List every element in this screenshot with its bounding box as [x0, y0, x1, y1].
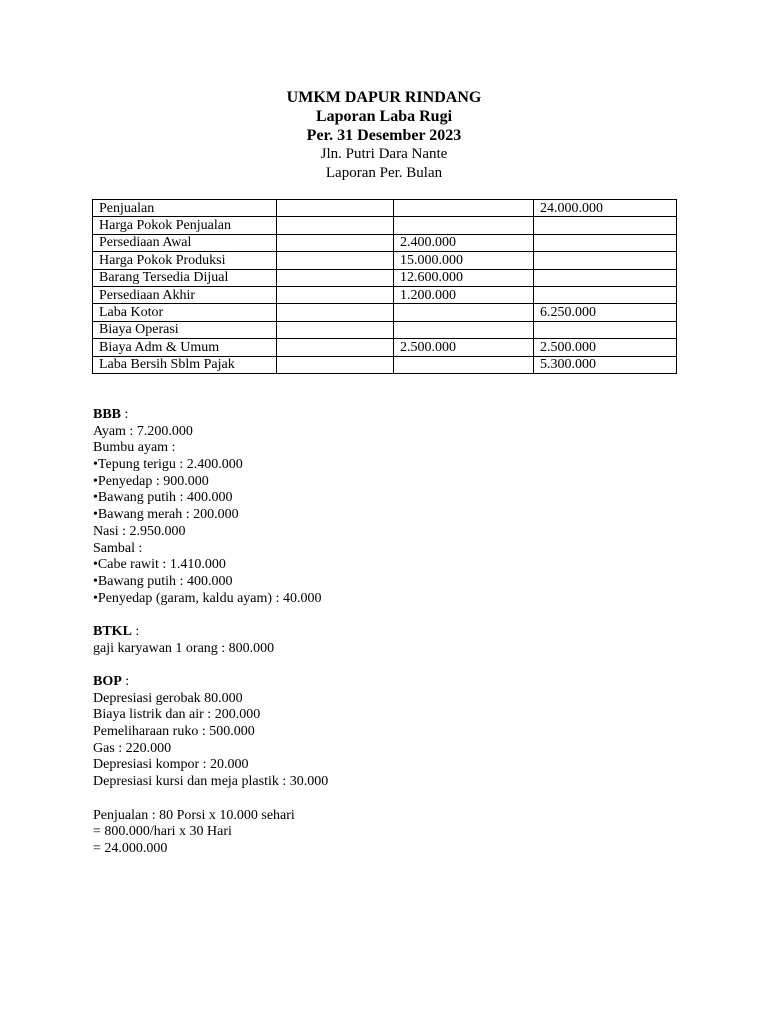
company-address: Jln. Putri Dara Nante [320, 146, 448, 162]
table-row [93, 339, 677, 356]
table-cell-label: Persediaan Akhir [93, 286, 277, 303]
table-cell-value [534, 286, 677, 303]
bbb-list-item: •Cabe rawit : 1.410.000 [93, 557, 226, 573]
table-cell-label: Laba Kotor [93, 304, 277, 321]
table-row [93, 252, 677, 269]
bbb-list [93, 424, 693, 608]
table-cell-label: Biaya Operasi [93, 321, 277, 338]
table-cell-value [534, 234, 677, 251]
bop-list-item: Pemeliharaan ruko : 500.000 [93, 724, 255, 740]
table-cell-value [277, 269, 394, 286]
bbb-heading-colon: : [121, 407, 129, 422]
bop-heading-colon: : [121, 674, 130, 689]
btkl-heading-colon: : [131, 623, 140, 639]
bbb-list-item: Sambal : [93, 540, 143, 556]
table-row [93, 234, 677, 251]
table-cell-value: 2.400.000 [394, 234, 534, 251]
bbb-heading-label: BBB [93, 407, 122, 422]
table-cell-value: 5.300.000 [534, 356, 677, 373]
table-row [93, 200, 677, 217]
table-cell-label: Biaya Adm & Umum [93, 339, 277, 356]
btkl-list [93, 641, 693, 658]
bbb-list-item: •Tepung terigu : 2.400.000 [93, 457, 243, 473]
bop-heading-label: BOP [93, 674, 122, 689]
table-cell-value: 2.500.000 [394, 339, 534, 356]
table-cell-value [277, 286, 394, 303]
bbb-list-item: •Penyedap (garam, kaldu ayam) : 40.000 [93, 590, 322, 606]
bop-list-item: Depresiasi kursi dan meja plastik : 30.000 [93, 774, 329, 790]
bbb-list-item: •Bawang merah : 200.000 [93, 507, 239, 523]
bop-list-item: Biaya listrik dan air : 200.000 [93, 707, 261, 723]
table-row [93, 321, 677, 338]
company-name: UMKM DAPUR RINDANG [286, 89, 482, 106]
bop-heading [93, 674, 693, 691]
table-cell-value [534, 217, 677, 234]
table-cell-value [277, 252, 394, 269]
btkl-list-item: gaji karyawan 1 orang : 800.000 [93, 640, 275, 656]
table-cell-value [277, 356, 394, 373]
table-row [93, 286, 677, 303]
table-row [93, 217, 677, 234]
table-cell-value: 24.000.000 [534, 200, 677, 217]
bbb-list-item: Nasi : 2.950.000 [93, 523, 186, 539]
table-row [93, 269, 677, 286]
table-cell-label: Laba Bersih Sblm Pajak [93, 356, 277, 373]
bop-list [93, 691, 693, 791]
table-cell-label: Penjualan [93, 200, 277, 217]
table-cell-value [394, 217, 534, 234]
bbb-list-item: •Penyedap : 900.000 [93, 473, 209, 489]
bop-list-item: Depresiasi gerobak 80.000 [93, 690, 243, 706]
income-statement-table [92, 199, 677, 374]
table-cell-value: 1.200.000 [394, 286, 534, 303]
report-header [0, 88, 768, 183]
table-cell-label: Harga Pokok Produksi [93, 252, 277, 269]
table-cell-value [394, 304, 534, 321]
table-cell-value [277, 200, 394, 217]
table-cell-value [277, 304, 394, 321]
table-cell-value [394, 356, 534, 373]
sales-calculation [93, 808, 693, 858]
bbb-list-item: •Bawang putih : 400.000 [93, 573, 233, 589]
report-title: Laporan Laba Rugi [315, 108, 453, 125]
table-cell-value [534, 321, 677, 338]
cost-notes [93, 407, 693, 858]
table-cell-value [394, 200, 534, 217]
bop-list-item: Depresiasi kompor : 20.000 [93, 757, 249, 773]
bop-list-item: Gas : 220.000 [93, 740, 172, 756]
table-cell-value: 6.250.000 [534, 304, 677, 321]
btkl-heading-label: BTKL [93, 623, 132, 639]
bbb-heading [93, 407, 693, 424]
table-cell-label: Harga Pokok Penjualan [93, 217, 277, 234]
bbb-list-item: Ayam : 7.200.000 [93, 423, 193, 439]
income-statement-body [93, 200, 677, 374]
bbb-list-item: •Bawang putih : 400.000 [93, 490, 233, 506]
table-cell-value [534, 269, 677, 286]
table-cell-value [277, 321, 394, 338]
table-cell-label: Barang Tersedia Dijual [93, 269, 277, 286]
table-cell-value [534, 252, 677, 269]
table-cell-value: 12.600.000 [394, 269, 534, 286]
table-cell-value: 2.500.000 [534, 339, 677, 356]
btkl-heading [93, 624, 693, 641]
bbb-list-item: Bumbu ayam : [93, 440, 176, 456]
table-cell-value [394, 321, 534, 338]
table-cell-value [277, 217, 394, 234]
table-cell-value [277, 339, 394, 356]
sales-calc-line: Penjualan : 80 Porsi x 10.000 sehari [93, 807, 295, 823]
sales-calc-line: = 800.000/hari x 30 Hari [93, 824, 232, 840]
sales-calc-line: = 24.000.000 [93, 840, 168, 856]
table-cell-value: 15.000.000 [394, 252, 534, 269]
table-cell-label: Persediaan Awal [93, 234, 277, 251]
table-row [93, 356, 677, 373]
report-basis: Laporan Per. Bulan [325, 165, 443, 181]
table-cell-value [277, 234, 394, 251]
table-row [93, 304, 677, 321]
report-period: Per. 31 Desember 2023 [306, 127, 462, 144]
